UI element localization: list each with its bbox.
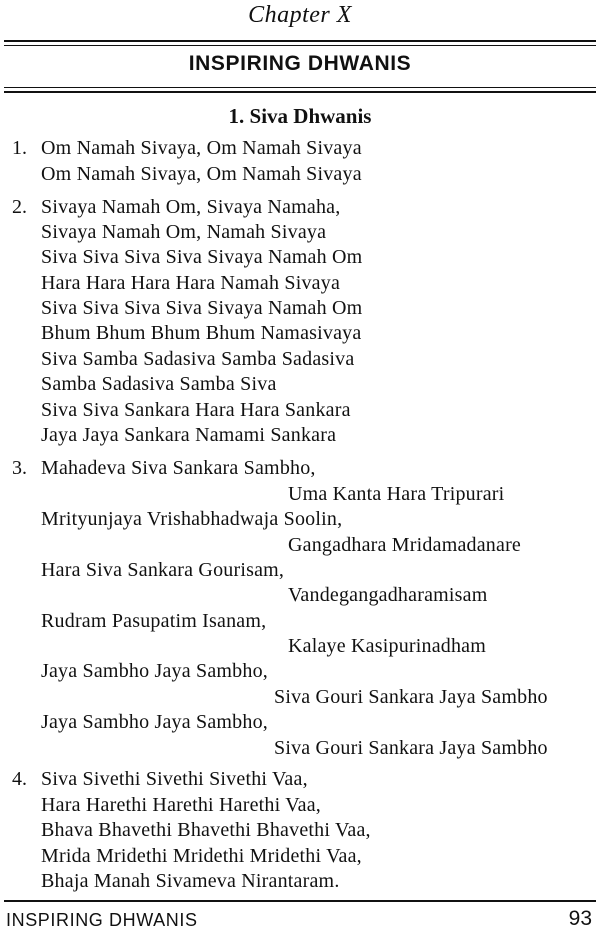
verse-number: 1.	[12, 137, 27, 159]
verse-line: Jaya Sambho Jaya Sambho,	[41, 711, 268, 733]
verse-line: Mrityunjaya Vrishabhadwaja Soolin,	[41, 508, 343, 530]
heading-rule-thick	[4, 91, 596, 93]
verse-line: Siva Sivethi Sivethi Sivethi Vaa,	[41, 768, 308, 790]
page-number: 93	[568, 907, 592, 930]
chapter-label: Chapter X	[248, 2, 352, 28]
page-heading: INSPIRING DHWANIS	[188, 52, 412, 75]
verse-number: 3.	[12, 457, 27, 479]
heading-rule-thin	[4, 87, 596, 88]
verse-line-indented: Uma Kanta Hara Tripurari	[288, 483, 505, 505]
verse-line: Jaya Jaya Sankara Namami Sankara	[41, 424, 337, 446]
verse-line: Bhava Bhavethi Bhavethi Bhavethi Vaa,	[41, 819, 371, 841]
verse-line: Samba Sadasiva Samba Siva	[41, 373, 277, 395]
running-footer-title: INSPIRING DHWANIS	[6, 910, 198, 930]
top-rule-thick	[4, 40, 596, 42]
verse-line-indented: Kalaye Kasipurinadham	[288, 635, 487, 657]
verse-line: Rudram Pasupatim Isanam,	[41, 610, 267, 632]
footer-rule	[4, 900, 596, 902]
verse-line: Bhaja Manah Sivameva Nirantaram.	[41, 870, 340, 892]
verse-line: Mahadeva Siva Sankara Sambho,	[41, 457, 316, 479]
section-title: 1. Siva Dhwanis	[228, 104, 372, 128]
verse-line: Om Namah Sivaya, Om Namah Sivaya	[41, 137, 362, 159]
top-rule-thin	[4, 45, 596, 46]
verse-line: Hara Siva Sankara Gourisam,	[41, 559, 285, 581]
verse-line: Om Namah Sivaya, Om Namah Sivaya	[41, 163, 362, 185]
verse-number: 4.	[12, 768, 27, 790]
verse-line: Siva Siva Siva Siva Sivaya Namah Om	[41, 297, 363, 319]
verse-line-indented: Vandegangadharamisam	[288, 584, 488, 606]
verse-line: Sivaya Namah Om, Sivaya Namaha,	[41, 196, 341, 218]
verse-line-indented: Siva Gouri Sankara Jaya Sambho	[274, 686, 548, 708]
verse-line: Hara Hara Hara Hara Namah Sivaya	[41, 272, 341, 294]
verse-line-indented: Gangadhara Mridamadanare	[288, 534, 522, 556]
verse-line: Jaya Sambho Jaya Sambho,	[41, 660, 268, 682]
verse-line-indented: Siva Gouri Sankara Jaya Sambho	[274, 737, 548, 759]
verse-line: Siva Siva Siva Siva Sivaya Namah Om	[41, 246, 363, 268]
verse-line: Sivaya Namah Om, Namah Sivaya	[41, 221, 327, 243]
verse-line: Bhum Bhum Bhum Bhum Namasivaya	[41, 322, 362, 344]
verse-number: 2.	[12, 196, 27, 218]
verse-line: Siva Samba Sadasiva Samba Sadasiva	[41, 348, 355, 370]
verse-line: Mrida Mridethi Mridethi Mridethi Vaa,	[41, 845, 362, 867]
verse-line: Hara Harethi Harethi Harethi Vaa,	[41, 794, 321, 816]
verse-line: Siva Siva Sankara Hara Hara Sankara	[41, 399, 351, 421]
